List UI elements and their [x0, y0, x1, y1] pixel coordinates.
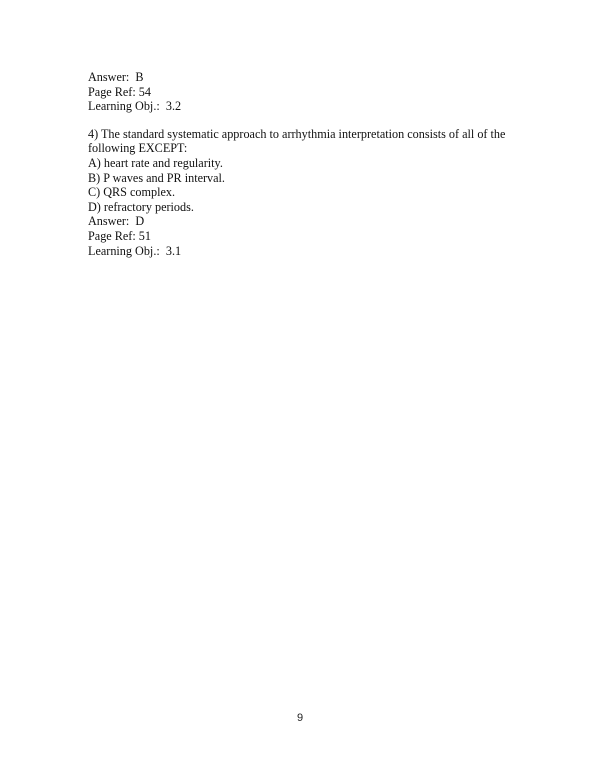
option-d: D) refractory periods.	[88, 199, 194, 214]
paragraph-gap	[88, 114, 528, 127]
option-b: B) P waves and PR interval.	[88, 170, 225, 185]
option-c: C) QRS complex.	[88, 185, 176, 200]
question-4-answer: Answer: D	[88, 214, 145, 229]
question-4-learning-objective: Learning Obj.: 3.1	[88, 243, 182, 258]
page-number: 9	[296, 712, 304, 724]
page-content	[88, 70, 528, 258]
option-a: A) heart rate and regularity.	[88, 155, 223, 170]
previous-answer: Answer: B	[88, 70, 144, 84]
previous-learning-objective: Learning Obj.: 3.2	[88, 99, 182, 114]
question-4-page-ref: Page Ref: 51	[88, 228, 151, 243]
question-4-stem-line-1: 4) The standard systematic approach to arrhythmia interpretation consists of all of the	[88, 126, 506, 141]
question-4-stem-line-2: following EXCEPT:	[88, 141, 188, 156]
previous-page-ref: Page Ref: 54	[88, 84, 151, 99]
